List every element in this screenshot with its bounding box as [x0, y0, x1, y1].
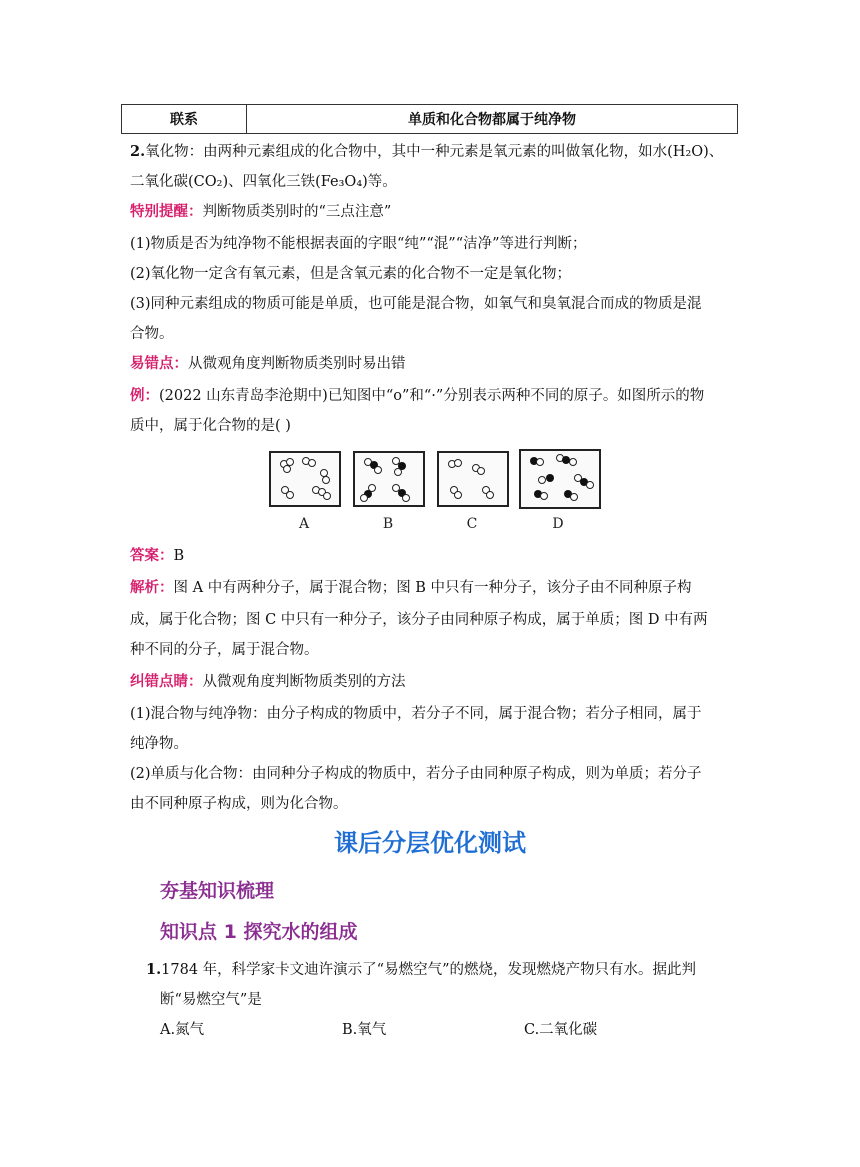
- tip-point-3a: (3)同种元素组成的物质可能是单质，也可能是混合物，如氧气和臭氧混合而成的物质是混: [130, 296, 702, 312]
- error-heading: [130, 354, 406, 374]
- analysis-line1: [130, 578, 692, 598]
- tip-point-1: (1)物质是否为纯净物不能根据表面的字眼“纯”“混”“洁净”等进行判断；: [130, 236, 587, 252]
- panel-b: [354, 452, 424, 506]
- option-a[interactable]: A.氮气: [160, 1022, 205, 1038]
- correct-point-2a: (2)单质与化合物：由同种分子构成的物质中，若分子由同种原子构成，则为单质；若分子: [130, 766, 702, 782]
- correct-point-1b: 纯净物。: [130, 736, 188, 752]
- section-title: 课后分层优化测试: [334, 829, 526, 857]
- example-text: (2022 山东青岛李沧期中)已知图中“o”和“·”分别表示两种不同的原子。如图所示的物: [159, 388, 705, 404]
- analysis-text: 图 A 中有两种分子，属于混合物；图 B 中只有一种分子，该分子由不同种原子构: [173, 580, 692, 596]
- table-cell-header: 联系: [122, 105, 247, 134]
- correct-text: 从微观角度判断物质类别的方法: [202, 674, 406, 690]
- question-number: 1.: [146, 961, 162, 978]
- tip-text: 判断物质类别时的“三点注意”: [202, 204, 392, 220]
- correct-point-1a: (1)混合物与纯净物：由分子构成的物质中，若分子不同，属于混合物；若分子相同，属于: [130, 706, 702, 722]
- panel-a-label: A: [298, 516, 310, 532]
- analysis-label: 解析：: [130, 580, 174, 596]
- relation-table: [121, 104, 738, 134]
- error-label: 易错点：: [130, 356, 188, 372]
- example-label: 例：: [130, 388, 159, 404]
- question-text: 1784 年，科学家卡文迪许演示了“易燃空气”的燃烧，发现燃烧产物只有水。据此判: [161, 962, 696, 978]
- option-c[interactable]: C.二氧化碳: [524, 1022, 598, 1038]
- panel-c-label: C: [466, 516, 478, 532]
- panel-d: [520, 450, 600, 508]
- table-row: [122, 105, 738, 134]
- option-b[interactable]: B.氧气: [342, 1022, 387, 1038]
- oxide-text: 氧化物：由两种元素组成的化合物中，其中一种元素是氧元素的叫做氧化物，如水(H₂O)、: [145, 144, 724, 160]
- panel-d-label: D: [552, 516, 564, 532]
- oxide-definition-line2: 二氧化碳(CO₂)、四氧化三铁(Fe₃O₄)等。: [130, 174, 397, 190]
- tip-point-2: (2)氧化物一定含有氧元素，但是含氧元素的化合物不一定是氧化物；: [130, 266, 572, 282]
- correct-label: 纠错点睛：: [130, 674, 203, 690]
- panel-c: [438, 452, 508, 506]
- molecule-figure: [268, 446, 604, 532]
- answer-line: [130, 546, 184, 566]
- tip-label: 特别提醒：: [130, 204, 203, 220]
- answer-label: 答案：: [130, 548, 174, 564]
- knowledge-point-title: 知识点 1 探究水的组成: [160, 921, 358, 943]
- panel-a: [270, 452, 340, 506]
- question-line1: [146, 960, 696, 980]
- table-cell-content: 单质和化合物都属于纯净物: [247, 105, 738, 134]
- item-number: 2.: [130, 143, 146, 160]
- example-line2: 质中，属于化合物的是( ): [130, 418, 291, 434]
- subsection-title: 夯基知识梳理: [160, 880, 275, 902]
- tip-point-3b: 合物。: [130, 326, 174, 342]
- panel-b-label: B: [382, 516, 394, 532]
- example-line1: [130, 386, 704, 406]
- answer-value: B: [173, 548, 185, 564]
- analysis-line2: 成，属于化合物；图 C 中只有一种分子，该分子由同种原子构成，属于单质；图 D 中有两: [130, 612, 708, 628]
- question-line2: 断“易燃空气”是: [160, 992, 262, 1008]
- analysis-line3: 种不同的分子，属于混合物。: [130, 642, 319, 658]
- tip-heading: [130, 202, 391, 222]
- correct-heading: [130, 672, 406, 692]
- error-text: 从微观角度判断物质类别时易出错: [188, 356, 406, 372]
- correct-point-2b: 由不同种原子构成，则为化合物。: [130, 796, 348, 812]
- oxide-definition-line1: [130, 142, 723, 162]
